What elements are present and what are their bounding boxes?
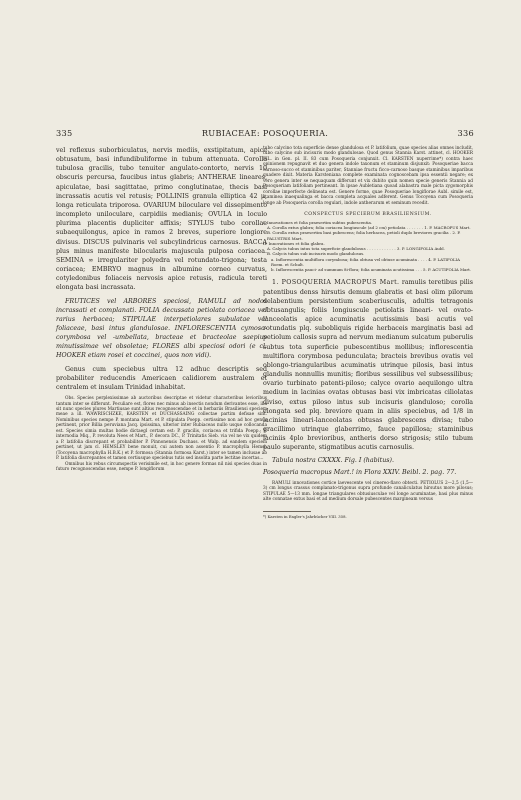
key-item: I. Innovationes et folia praesertim subtus pubescentia. (263, 219, 373, 225)
conspectus-title: CONSPECTUS SPECIERUM BRASILIENSIUM. (304, 211, 432, 217)
left-column (56, 146, 267, 472)
species-entry (263, 278, 473, 452)
key-item: A. Corolla extus glabra; folia coriacea longiuscule (ad 2 cm) petiolata . . . . . . . 1. P. MACROPUS Mart. (267, 225, 471, 231)
key-item: II. Innovationes et folia glabra. (263, 240, 325, 246)
genus-distribution: Genus cum speciebus ultra 12 adhuc descriptis sed probabiliter reducendis Americaen calidiorem australem et centralem et insulam Trinidad inhabitat. (56, 365, 267, 391)
key-item: a. Inflorescentia multiflora corymbosa; folia obtusa vel obtuse acuminata . . . . 4. P. LATIFOLIA Roem. et Schult. (271, 256, 460, 267)
key-item: B. Calycis tubus sub incisuris modo glandulosus. (267, 251, 365, 257)
literature-reference: Posoqueria macropus Mart.! in Flora XXIV. Beibl. 2. pag. 77. (263, 468, 457, 476)
page-number-left: 335 (56, 128, 73, 138)
genus-description: vel reflexus suborbiculatus, nervis mediis, exstipitatum, apice obtusatum, basi infundibuliforme in tubum attenuata. Corolla tubulosa gracilis, tubo tenuiter angulato-contorto, nervis 10 obscuris percursa, faucibus intus glabris; ANTHERAE lineares, apiculatae, basi sagittatae, primo conglutinatae, thecis basi incrassatis acutis vel retusis; POLLINIS granula elliptica 42 μ, longa reticulata triporosa. OVARIUM biloculare vel dissepimento incompleto uniloculare, carpidiis medianis; OVULA in loculo plurima placentis dupliciter affixis; STYLUS tubo corollae subaequilongus, apice in ramos 2 breves, superiore longiore divisus. DISCUS pulvinaris vel subcylindricus carnosus. BACCA plus minus manifeste bilocularis majuscula pulposa coriacea. SEMINA ∞ irregulariter polyedra vel rotundato-trigona; testa coriacea; EMBRYO magnus in albumine corneo curvatus, cotyledonibus foliaceis nervosis apice retusis, radicula tereti elongata basi incrassata. (56, 147, 267, 292)
species-title: 1. POSOQUERIA MACROPUS Mart. (272, 279, 400, 287)
key-item: A. Calycis tubus intus tota superficie glandulosus . . . . . . . . . . . . 3. P. LONGIFOLIA Aubl. (267, 246, 445, 252)
right-intro-note: tubo calycino tota superficie dense glandulosa et P. latifolium, quae species alias omnes includit, tubo calycino sub incisuris modo glandulosae. Quod genus Stannia Karst. attinet, cl. HOOKER FIL. in Gen. pl. II. 83 cum Posoqueria conjunxit. Cl. KARSTEN nuperrime*) contra haec opinionem repugnavit et duo genera indole taxonum et staminum disjunxit: Posoqueriae bacca carnoso-succo et staminibus pariter, Stanniae fructu ficco-carnoso basque staminibus imparibus quadere dixit. Materia Karsteniana complete examinata cognoscebam ipsa essentii negare; ex vero genera inter se nequaquam differunt et vix dubito quin nomen specie generis Stannia ad Posoqueriam latifoliam pertineant. In ipsae Aubletiana quoad alabastra male picta zygomorphis corollae imperfecte delineata est. Genere forme, quae Posoqueriae longiflorae Aubl. simile est, staminea inaequalinga et bacca completa acquales adferent. Genus Tocoyena cum Posoqueria longe ab Posoqueria corolla regulari, indole antherarum et seminum recedit. (263, 146, 473, 206)
observation-note: Obs. Species perplexissimae ab auctoribus descriptae et videtur characteribus levioribus tantum inter se differunt. Peculiare est, flores nec minus ab insectis nondum derivantes esse, illa sit nunc species plures Martiusae sunt altius recognoscendae et in herbariis Brasiliensi speciem meae a ill. WAWRISCHZKE, KARSTEN et DUCHASSAING collectae partim defisae sint. Nominibus species nempe P. montana Mart. et P. stipulata Poepp. certissime non ad hoc genus pertinent, prior Billia peruviana Jacq. ipsissima, ulterior inter Rubiaceas nullo usque collocanda est. Species simia multas hodie dictaegl certam est: P. gracilis, coriacea et trifida Poepp.; P. internodia Miq., P. revoluta Nees et Mart., P. decora DC., P. Trinitatis Sieb. via vel ne vix quidem a P. latifolia discrepant et probabiliter P. Pinnonensis Duchass. et Walp. ad eandem speciem pertinet, ut jam cl. HEMSLEY bene monuit, cui autem non assentio P. macrophylla Hemsl. (Tocoyena macrophylla H.B.K.) et P. formosa (Stannia formosa Karst.) inter se tamen inclusae ab P. latifolia discrepantes et tamen certiusque speciebus tutis sed insolita parte lectitae incertas... (56, 396, 267, 462)
species-description: ramulis teretibus pilis patentibus denss hirsutis demum glabratis et basi olim pilorum delabentium persistentium scaberiusculis, adultis tetragonis obtusangulis; foliis longiuscule petiolatis lineari- vel ovato-lanceolatis apice acuminatis acutissimis basi acutis vel rotundatis plq. subobliquis rigide herbaceis marginatis basi ad petiolum callosis supra ad nervum medianum sulcatum puberulis subtus tota superficie pubescentibus mollibus; inflorescentia multiflora corymbosa pedunculata; bracteis brevibus ovatis vel oblongo-triangularibus acuminatis utrinque pilosis, basi intus glandulis nonnullis munitis; floribus sessilibus vel subsessilibus; ovario turbinato patenti-piloso; calyce ovario aequilongo ultra medium in lacinias ovatas obtusas basi vix imbricatas ciliolatas diviso, extus piloso intus sub incisuris glanduloso; corolla elongata sed plq. breviore quam in aliis speciebus, ad 1/8 in lacinias lineari-lanceolatas obtusas glabrescens divisa; tubo gracillimo utrinque glaberrimo, fauce papillosa; staminibus laciniis 4plo brevioribus, antheris dorso strigosis; stilo tubum paulo superante, stigmatibus acutis carnosulis. (263, 279, 473, 452)
footnote-divider (263, 511, 311, 512)
species-notes: RAMULI innovationes cortice laevescente vel cinereo-flavo obtecti. PETIOLUS 2—2,5 (1,5—3) cm longus crassus complanato-trigonus supra profunde canaliculatus hirsutus more pilosus; STIPULAE 5—13 mm. longae triangulares obtusiusculae vel longe acuminatae, basi plus minus alte connatae extus basi et ad medium dorsale pubescentes margineam versus (263, 480, 473, 503)
conspectus-key (263, 220, 473, 273)
page-number-right: 336 (457, 128, 474, 138)
right-column (263, 146, 473, 519)
observation-note-continued: Omnibus his rebus circumspectis verisimile est, in hoc genere formas nil nisi species duas in futuro recognoscendas esse, nempe P. longiflorum (56, 461, 267, 472)
tabula-reference: Tabula nostra CXXXX. Fig. I (habitus). (272, 457, 394, 465)
footnote: *) Karsten in Engler's Jahrbücher VIII. 358. (263, 513, 347, 519)
habit-paragraph: FRUTICES vel ARBORES speciosi, RAMULI ad nodos incrassati et complanati. FOLIA decussata petiolata coriacea vel rarius herbacea; STIPULAE interpetiolares subulatae vel foliaceae, basi intus glandulosae. INFLORESCENTIA cymoso-corymbosa vel -umbellata, bracteae et bracteolae saepius minutissimae vel obsoletae; FLORES albi speciosi odori (e cl. HOOKER etiam rosei et coccinei, quos non vidi). (56, 297, 267, 360)
running-title: RUBIACEAE: POSOQUERIA. (201, 128, 329, 138)
key-item: B. Corolla extus praesertim basi pubescens; folia herbacea, petioli duplo breviores gracilia . 2. P. PALUSTRIS Mart. (267, 230, 461, 241)
key-item: b. Inflorescentia pauci- ad summum 8i-flora; folia acuminata acutissima . . . 5. P. ACUTIFOLIA Mart. (271, 267, 472, 273)
